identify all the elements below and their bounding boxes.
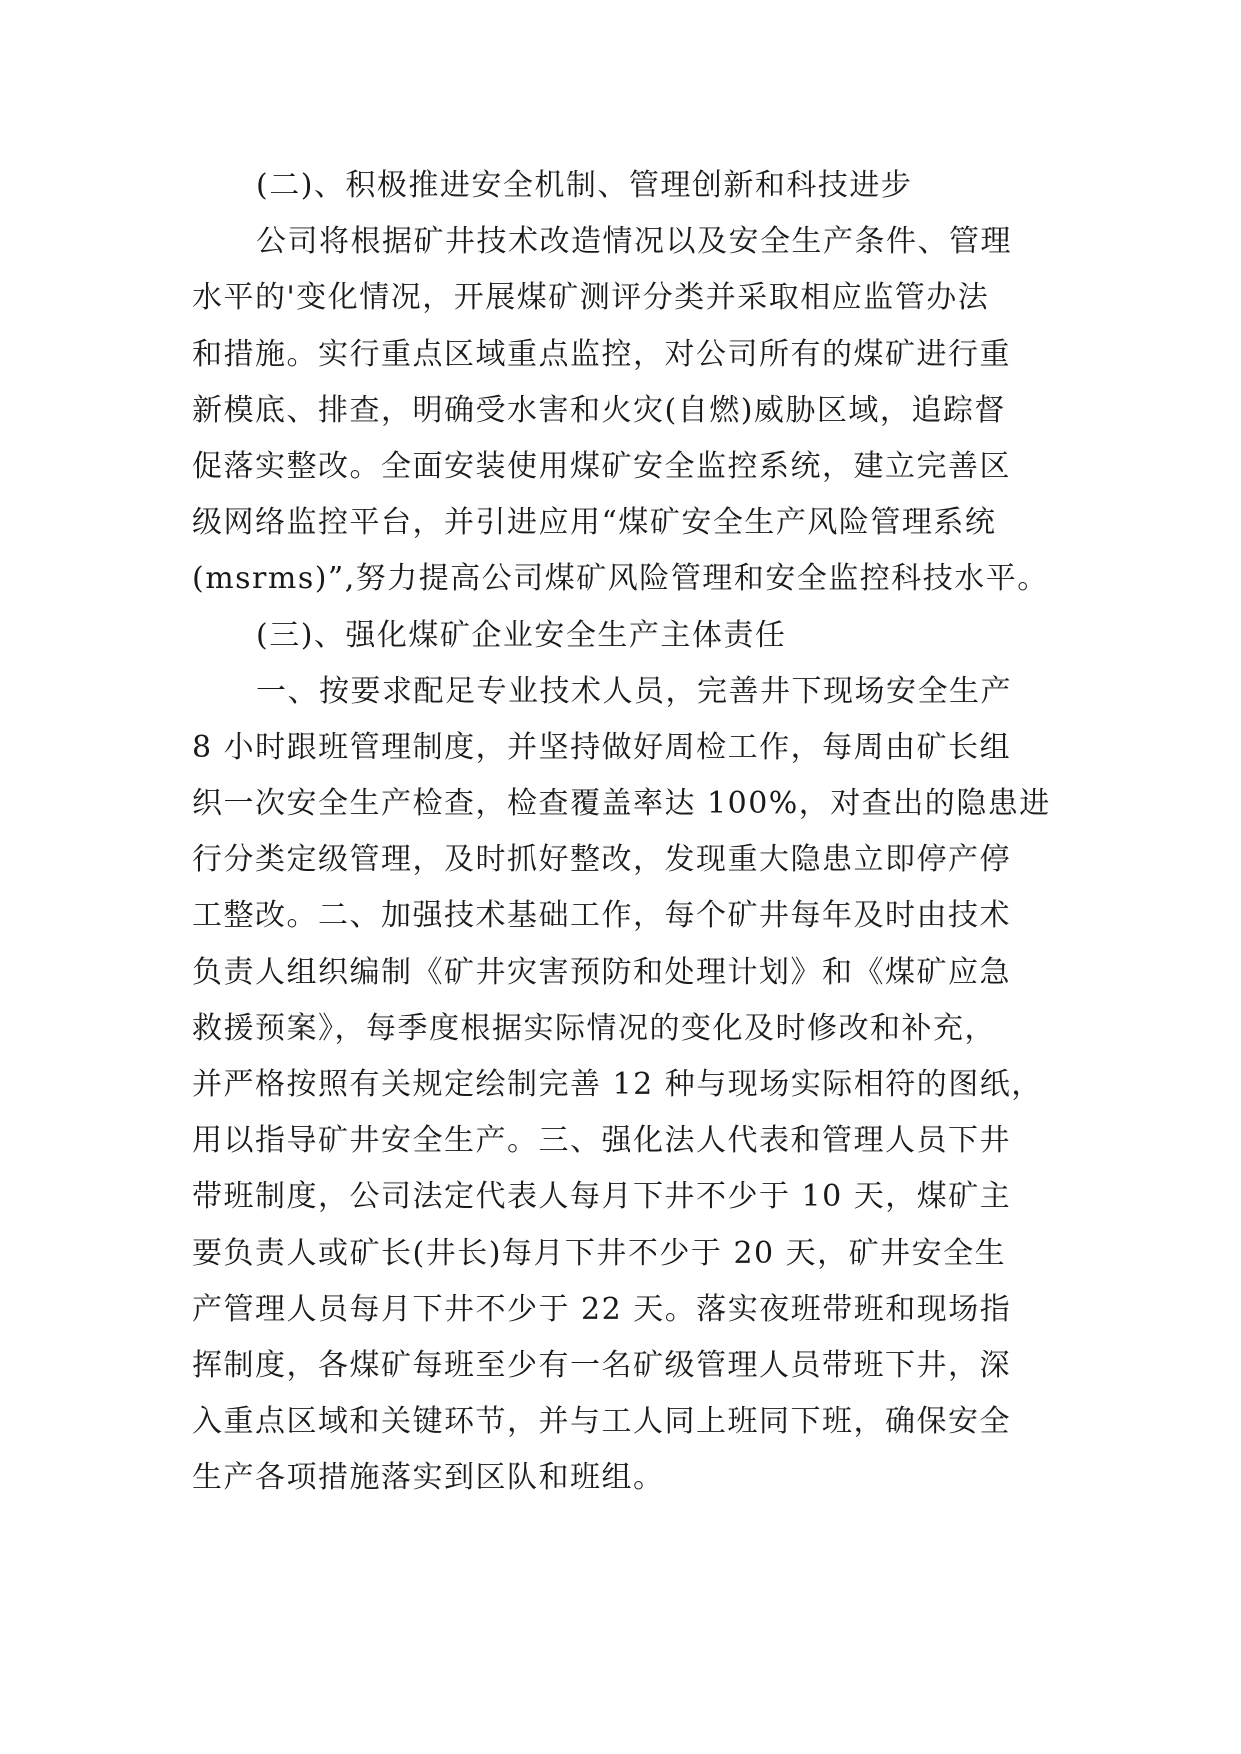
paragraph-line: 生产各项措施落实到区队和班组。 bbox=[192, 1460, 665, 1496]
section-heading-3: (三)、强化煤矿企业安全生产主体责任 bbox=[256, 617, 787, 653]
paragraph-line: 并严格按照有关规定绘制完善 12 种与现场实际相符的图纸， bbox=[192, 1067, 1043, 1102]
document-body bbox=[192, 158, 1054, 1507]
paragraph-line: 带班制度，公司法定代表人每月下井不少于 10 天，煤矿主 bbox=[192, 1179, 1012, 1215]
paragraph-line: 产管理人员每月下井不少于 22 天。落实夜班带班和现场指 bbox=[192, 1291, 1012, 1327]
paragraph-line: (msrms)”,努力提高公司煤矿风险管理和安全监控科技水平。 bbox=[192, 561, 1049, 597]
paragraph-line: 要负责人或矿长(井长)每月下井不少于 20 天，矿井安全生 bbox=[192, 1235, 1007, 1271]
paragraph-line: 水平的'变化情况，开展煤矿测评分类并采取相应监管办法 bbox=[192, 280, 990, 316]
section-heading-2: (二)、积极推进安全机制、管理创新和科技进步 bbox=[256, 168, 913, 203]
paragraph-line: 级网络监控平台，并引进应用“煤矿安全生产风险管理系统 bbox=[192, 505, 997, 541]
paragraph-line: 新模底、排查，明确受水害和火灾(自燃)威胁区域，追踪督 bbox=[192, 392, 1006, 428]
paragraph-line: 工整改。二、加强技术基础工作，每个矿井每年及时由技术 bbox=[192, 898, 1011, 934]
paragraph-line: 负责人组织编制《矿井灾害预防和处理计划》和《煤矿应急 bbox=[192, 954, 1011, 990]
paragraph-line: 挥制度，各煤矿每班至少有一名矿级管理人员带班下井，深 bbox=[192, 1347, 1011, 1383]
paragraph-line: 行分类定级管理，及时抓好整改，发现重大隐患立即停产停 bbox=[192, 842, 1011, 878]
paragraph-line: 一、按要求配足专业技术人员，完善井下现场安全生产 bbox=[256, 673, 1012, 709]
paragraph-line: 用以指导矿井安全生产。三、强化法人代表和管理人员下井 bbox=[192, 1123, 1011, 1159]
paragraph-line: 8 小时跟班管理制度，并坚持做好周检工作，每周由矿长组 bbox=[192, 729, 1012, 765]
paragraph-line: 和措施。实行重点区域重点监控，对公司所有的煤矿进行重 bbox=[192, 336, 1011, 372]
paragraph-line: 促落实整改。全面安装使用煤矿安全监控系统，建立完善区 bbox=[192, 448, 1011, 484]
paragraph-line: 救援预案》，每季度根据实际情况的变化及时修改和补充， bbox=[192, 1010, 996, 1046]
paragraph-line: 公司将根据矿井技术改造情况以及安全生产条件、管理 bbox=[256, 224, 1012, 260]
paragraph-line: 织一次安全生产检查，检查覆盖率达 100%，对查出的隐患进 bbox=[192, 786, 1051, 822]
paragraph-line: 入重点区域和关键环节，并与工人同上班同下班，确保安全 bbox=[192, 1404, 1011, 1440]
